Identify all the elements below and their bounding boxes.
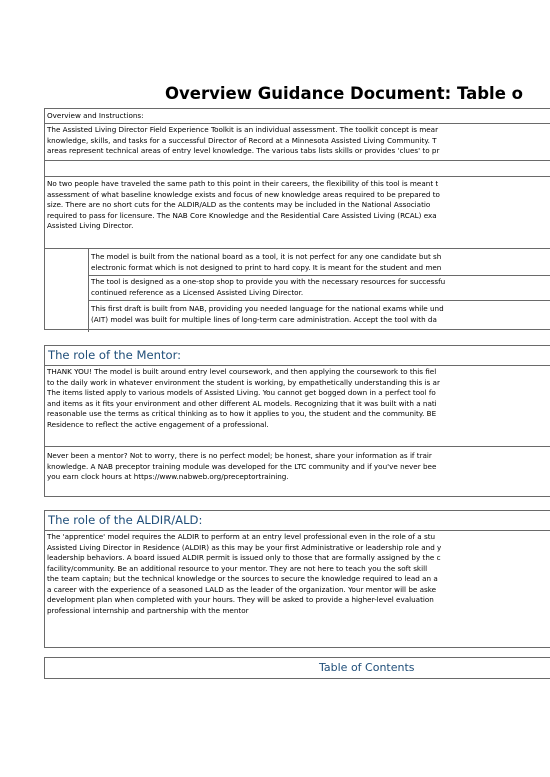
aldir-line: The 'apprentice' model requires the ALDIR to perform at an entry level professional even in the role of a stu — [47, 532, 436, 541]
mentor-line: knowledge. A NAB preceptor training module was developed for the LTC community and if you've never bee — [47, 461, 437, 471]
overview-section — [44, 108, 550, 330]
note-line: The model is built from the national board as a tool, it is not perfect for any one candidate but sh — [91, 252, 442, 261]
mentor-line: and items as it fits your environment and other different AL models. Recognizing that it was built with a nati — [47, 398, 437, 408]
notes-table — [45, 248, 550, 332]
mentor-line: to the daily work in whatever environment the student is working, by empathetically understanding this is ar — [47, 377, 440, 387]
mentor-line: reasonable use the terms as critical thinking as to how it applies to you, the student and the community. BE — [47, 409, 437, 418]
overview-paths-line: No two people have traveled the same path to this point in their careers, the flexibility of this tool is meant t — [47, 179, 439, 188]
note-line: The tool is designed as a one-stop shop to provide you with the necessary resources for successfu — [91, 277, 446, 286]
aldir-line: facility/community. Be an additional resource to your mentor. They are not here to teach you the soft skill — [47, 563, 428, 573]
aldir-line: Assisted Living Director in Residence (ALDIR) as this may be your first Administrative or leadership role and y — [47, 542, 442, 552]
aldir-line: development plan when completed with your hours. They will be asked to provide a higher-level evaluation — [47, 595, 434, 604]
overview-label: Overview and Instructions: — [47, 111, 144, 120]
overview-intro-line: areas represent technical areas of entry level knowledge. The various tabs lists skills or provides 'clues' to pr — [47, 146, 440, 155]
page-title: Overview Guidance Document: Table o — [165, 84, 523, 103]
note-line: electronic format which is not designed to print to hard copy. It is meant for the student and men — [91, 262, 442, 272]
aldir-line: leadership behaviors. A board issued ALDIR permit is issued only to those that are formally assigned by the c — [47, 553, 441, 562]
overview-paths-line: size. There are no short cuts for the ALDIR/ALD as the contents may be included in the National Associatio — [47, 200, 431, 209]
aldir-line: the team captain; but the technical knowledge or the sources to secure the knowledge required to lead an a — [47, 574, 438, 583]
overview-intro-line: knowledge, skills, and tasks for a successful Director of Record at a Minnesota Assisted Living Community. T — [47, 135, 437, 145]
mentor-line: THANK YOU! The model is built around entry level coursework, and then applying the coursework to this fiel — [47, 367, 437, 376]
note-line: continued reference as a Licensed Assisted Living Director. — [91, 287, 304, 297]
overview-paths-line: assessment of what baseline knowledge exists and focus of new knowledge areas required to be prepared to — [47, 189, 440, 199]
overview-intro-line: The Assisted Living Director Field Experience Toolkit is an individual assessment. The toolkit concept is mear — [47, 125, 439, 134]
mentor-line: you earn clock hours at https://www.nabweb.org/preceptortraining. — [47, 472, 289, 481]
mentor-line: Residence to reflect the active engagement of a professional. — [47, 419, 269, 429]
aldir-line: professional internship and partnership with the mentor — [47, 605, 249, 615]
aldir-line: a career with the experience of a seasoned LALD as the leader of the organization. Your mentor will be aske — [47, 584, 437, 594]
note-line: (AIT) model was built for multiple lines of long-term care administration. Accept the tool with da — [91, 314, 437, 324]
mentor-line: Never been a mentor? Not to worry, there is no perfect model; be honest, share your information as if trair — [47, 451, 432, 460]
mentor-heading: The role of the Mentor: — [48, 348, 182, 362]
overview-paths-line: required to pass for licensure. The NAB Core Knowledge and the Residential Care Assisted Living (RCAL) exa — [47, 210, 437, 220]
mentor-line: The items listed apply to various models of Assisted Living. You cannot get bogged down in a perfect tool fo — [47, 388, 436, 397]
mentor-section — [44, 345, 550, 497]
toc-row — [44, 657, 550, 679]
aldir-section — [44, 510, 550, 648]
overview-paths-line: Assisted Living Director. — [47, 221, 134, 230]
aldir-heading: The role of the ALDIR/ALD: — [48, 513, 203, 527]
table-of-contents-link[interactable]: Table of Contents — [319, 661, 415, 674]
note-line: This first draft is built from NAB, providing you needed language for the national exams while und — [91, 304, 444, 313]
